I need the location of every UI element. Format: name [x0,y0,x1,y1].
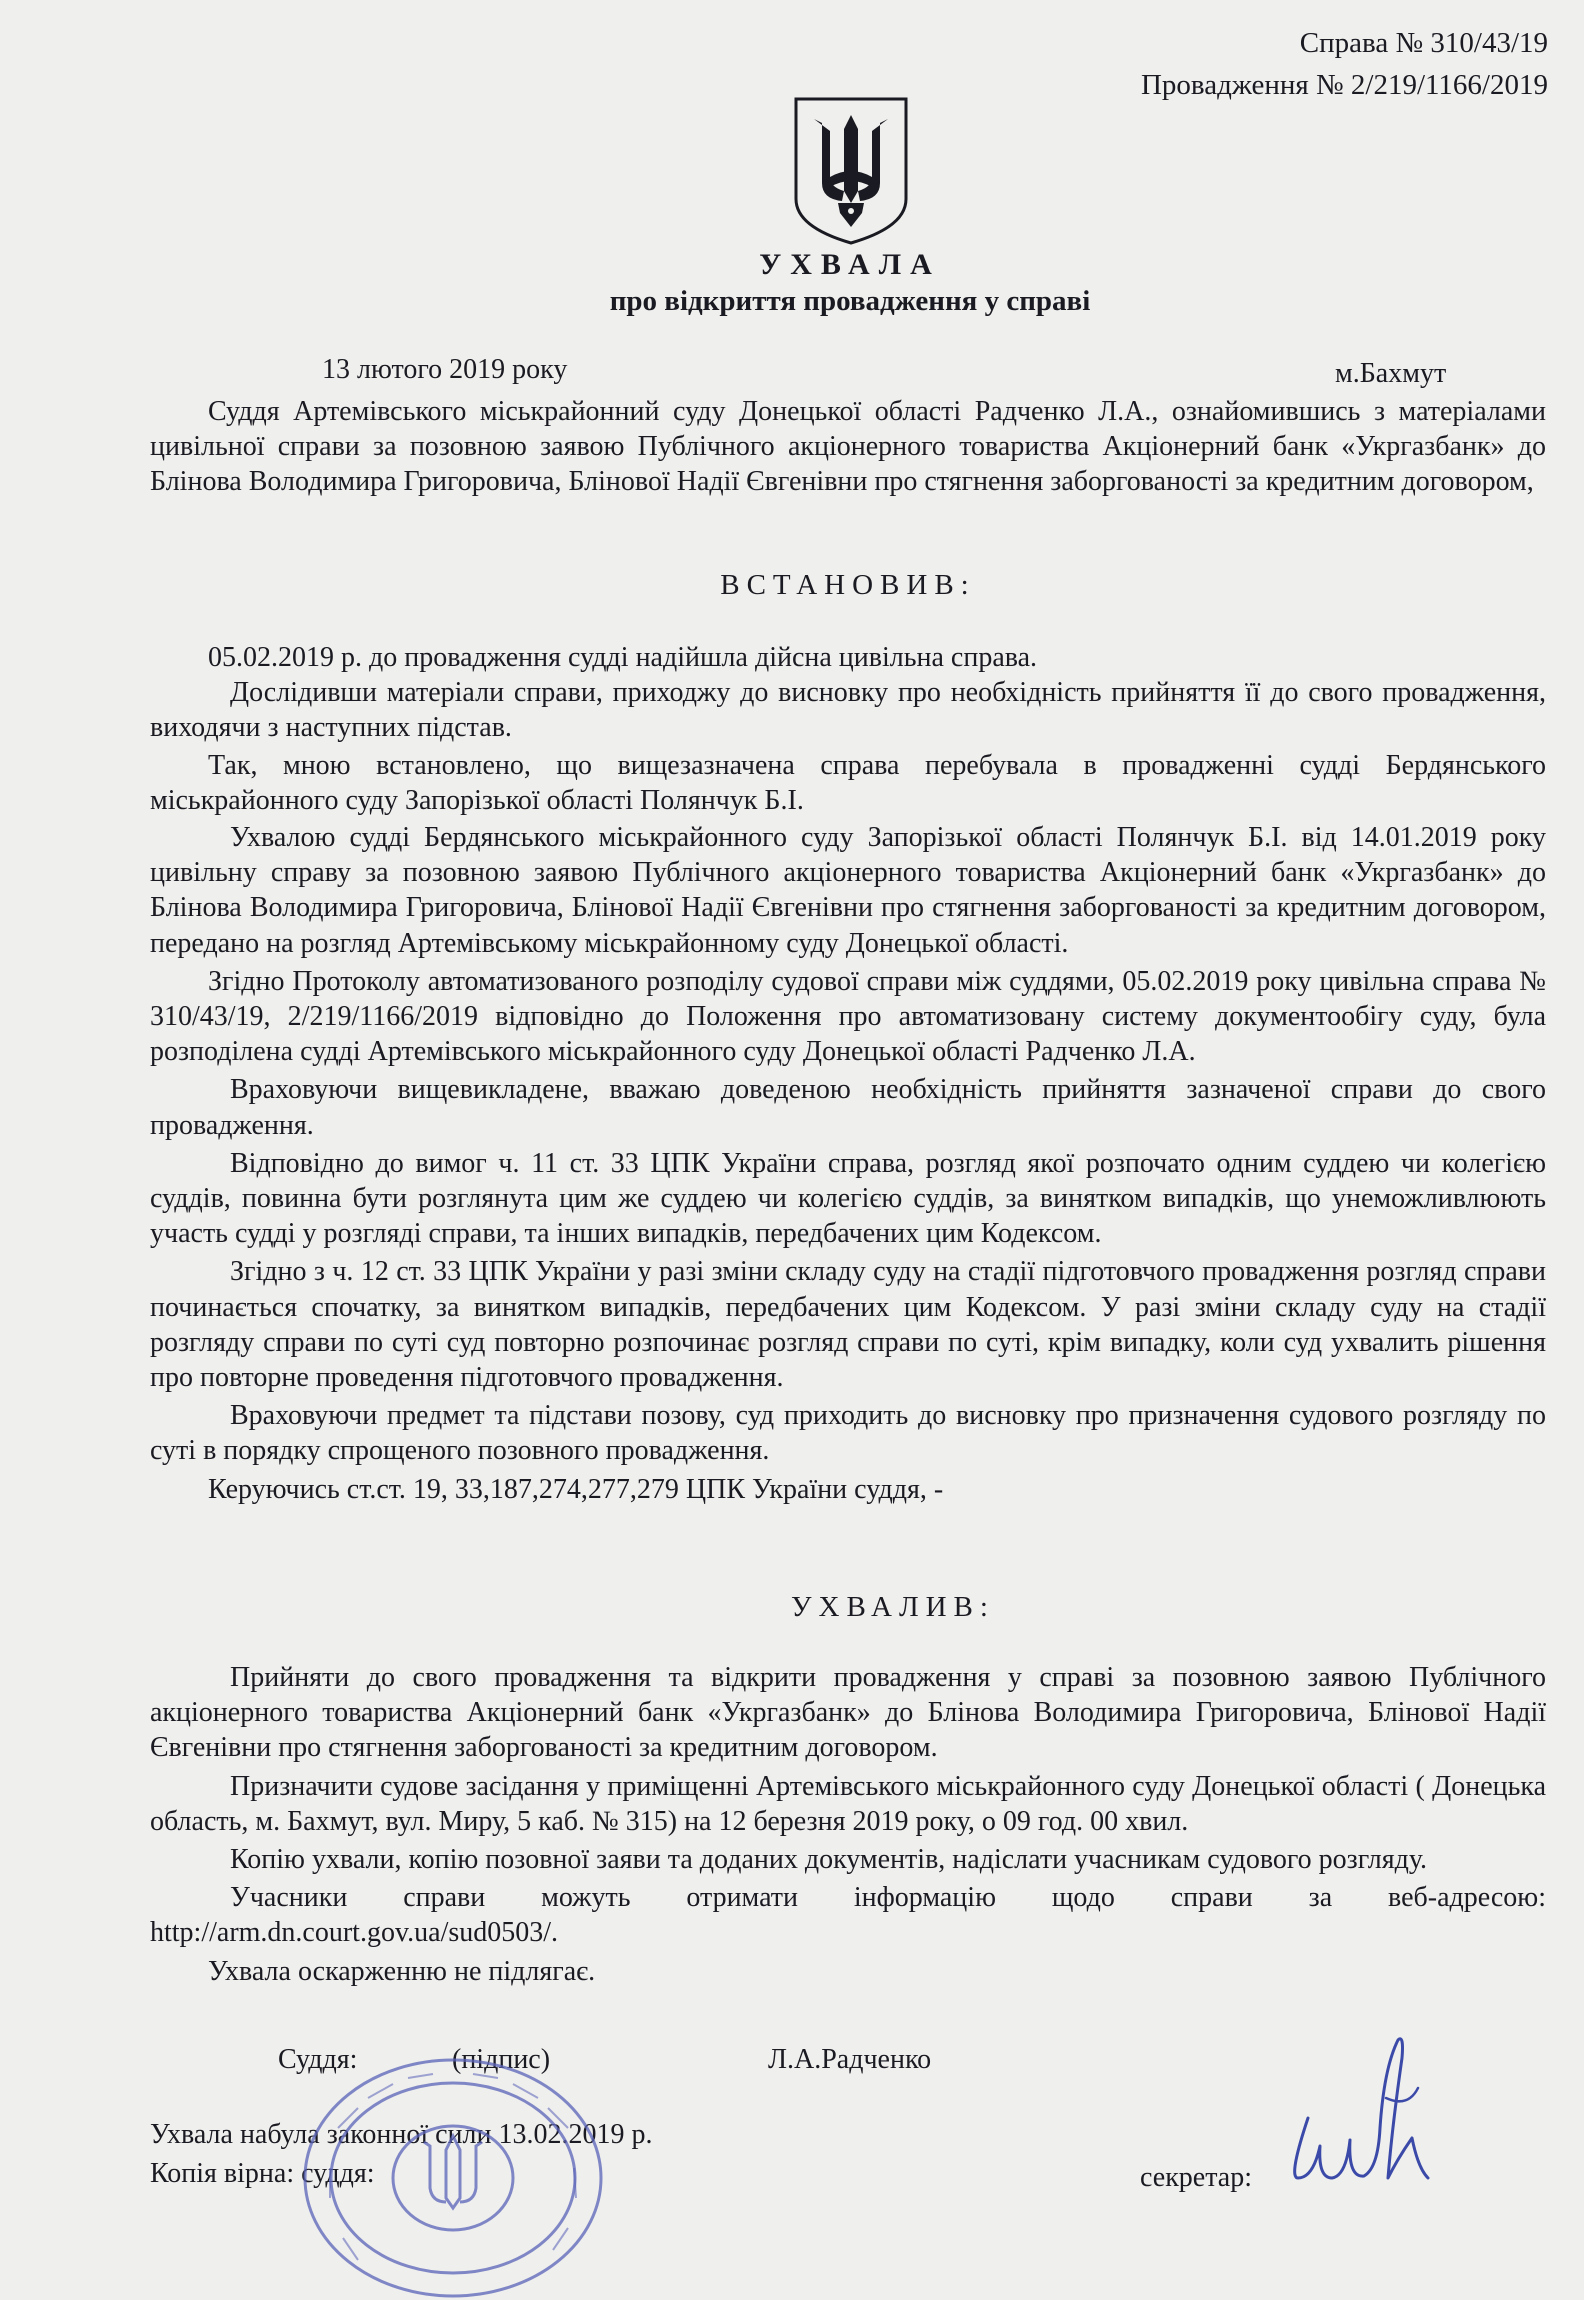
established-paragraph: Відповідно до вимог ч. 11 ст. 33 ЦПК України справа, розгляд якої розпочато одним суддею чи колегією суддів, повинна бути розглянута цим же суддею чи колегією суддів, за винятком випадків, що унеможливлюють участь судді у розгляді справи, та інших випадків, передбачених цим Кодексом. [150,1147,1546,1250]
ruled-paragraph: Копію ухвали, копію позовної заяви та доданих документів, надіслати учасникам судового розгляду. [230,1844,1428,1876]
established-paragraph: Так, мною встановлено, що вищезазначена справа перебувала в провадженні судді Бердянського міськрайонного суду Запорізької області Полянчук Б.І. [150,749,1546,816]
judge-label: Суддя: [278,2044,358,2075]
established-paragraph: Керуючись ст.ст. 19, 33,187,274,277,279 ЦПК України суддя, - [208,1473,944,1505]
ruled-paragraph: Прийняти до свого провадження та відкрити провадження у справі за позовною заявою Публічного акціонерного товариства Акціонерний банк «Укргазбанк» до Блінова Володимира Григоровича, Блінової Надії Євгенівни про стягнення заборгованості за кредитним договором. [150,1662,1546,1764]
established-paragraph: Враховуючи вищевикладене, вважаю доведеною необхідність прийняття зазначеної справи до свого провадження. [150,1074,1546,1141]
intro-paragraph: Суддя Артемівського міськрайонний суду Донецької області Радченко Л.А., ознайомившись з матеріалами цивільної справи за позовною заявою Публічного акціонерного товариства Акціонерний банк «Укргазбанк» до Блінова Володимира Григоровича, Блінової Надії Євгенівни про стягнення заборгованості за кредитним договором, [150,396,1546,498]
round-court-stamp-icon [298,2038,608,2300]
document-subtitle: про відкриття провадження у справі [609,285,1091,317]
established-paragraph: 05.02.2019 р. до провадження судді надійшла дійсна цивільна справа. [208,642,1038,673]
case-references [1141,22,1548,106]
ruled-paragraph: Учасники справи можуть отримати інформацію щодо справи за веб-адресою: http://arm.dn.court.gov.ua/sud0503/. [150,1882,1546,1949]
signature-note: (підпис) [452,2044,551,2075]
proceeding-number: Провадження № 2/219/1166/2019 [1140,69,1548,101]
established-paragraph: Враховуючи предмет та підстави позову, суд приходить до висновку про призначення судового розгляду по суті в порядку спрощеного позовного провадження. [150,1400,1546,1467]
established-paragraph: Дослідивши матеріали справи, приходжу до висновку про необхідність прийняття її до свого провадження, виходячи з наступних підстав. [150,677,1546,744]
case-number: Справа № 310/43/19 [1299,27,1548,59]
document-date: 13 лютого 2019 року [322,354,568,385]
established-paragraph: Згідно з ч. 12 ст. 33 ЦПК України у разі зміни складу суду на стадії підготовчого провадження розгляд справи починається спочатку, за винятком випадків, передбачених цим Кодексом. У разі зміни складу суду на стадії розгляду справи по суті суд повторно розпочинає розгляд справи по суті, крім випадку, коли суд ухвалить рішення про повторне проведення підготовчого провадження. [150,1256,1546,1394]
secretary-label: секретар: [1140,2162,1253,2193]
established-heading: ВСТАНОВИВ: [720,569,976,601]
established-body [150,640,1546,1507]
ruled-paragraph: Ухвала оскарженню не підлягає. [208,1955,596,1987]
ruled-body [150,1660,1546,1989]
document-city: м.Бахмут [1335,358,1447,389]
handwritten-signature-icon [1268,2028,1433,2188]
established-paragraph: Ухвалою судді Бердянського міськрайонного суду Запорізької області Полянчук Б.І. від 14.01.2019 року цивільну справу за позовною заявою Публічного акціонерного товариства Акціонерний банк «Укргазбанк» до Блінова Володимира Григоровича, Блінової Надії Євгенівни про стягнення заборгованості за кредитним договором, передано на розгляд Артемівському міськрайонному суду Донецької області. [150,822,1546,959]
intro-block [150,394,1546,500]
judge-name: Л.А.Радченко [768,2044,932,2075]
ruled-heading: УХВАЛИВ: [791,1591,995,1623]
trident-coat-of-arms-icon [792,95,910,247]
copy-certified-note: Копія вірна: суддя: [150,2158,375,2189]
effective-date-note: Ухвала набула законної сили 13.02.2019 р. [150,2119,653,2150]
established-section [150,568,1546,603]
document-title: УХВАЛА [759,248,941,281]
ruled-section [150,1590,1546,1625]
ruled-paragraph: Призначити судове засідання у приміщенні Артемівського міськрайонного суду Донецької області ( Донецька область, м. Бахмут, вул. Миру, 5 каб. № 315) на 12 березня 2019 року, о 09 год. 00 хвил. [150,1770,1546,1837]
established-paragraph: Згідно Протоколу автоматизованого розподілу судової справи між суддями, 05.02.2019 року цивільна справа № 310/43/19, 2/219/1166/2019 відповідно до Положення про автоматизовану систему документообігу суду, була розподілена судді Артемівського міськрайонного суду Донецької області Радченко Л.А. [150,965,1546,1068]
